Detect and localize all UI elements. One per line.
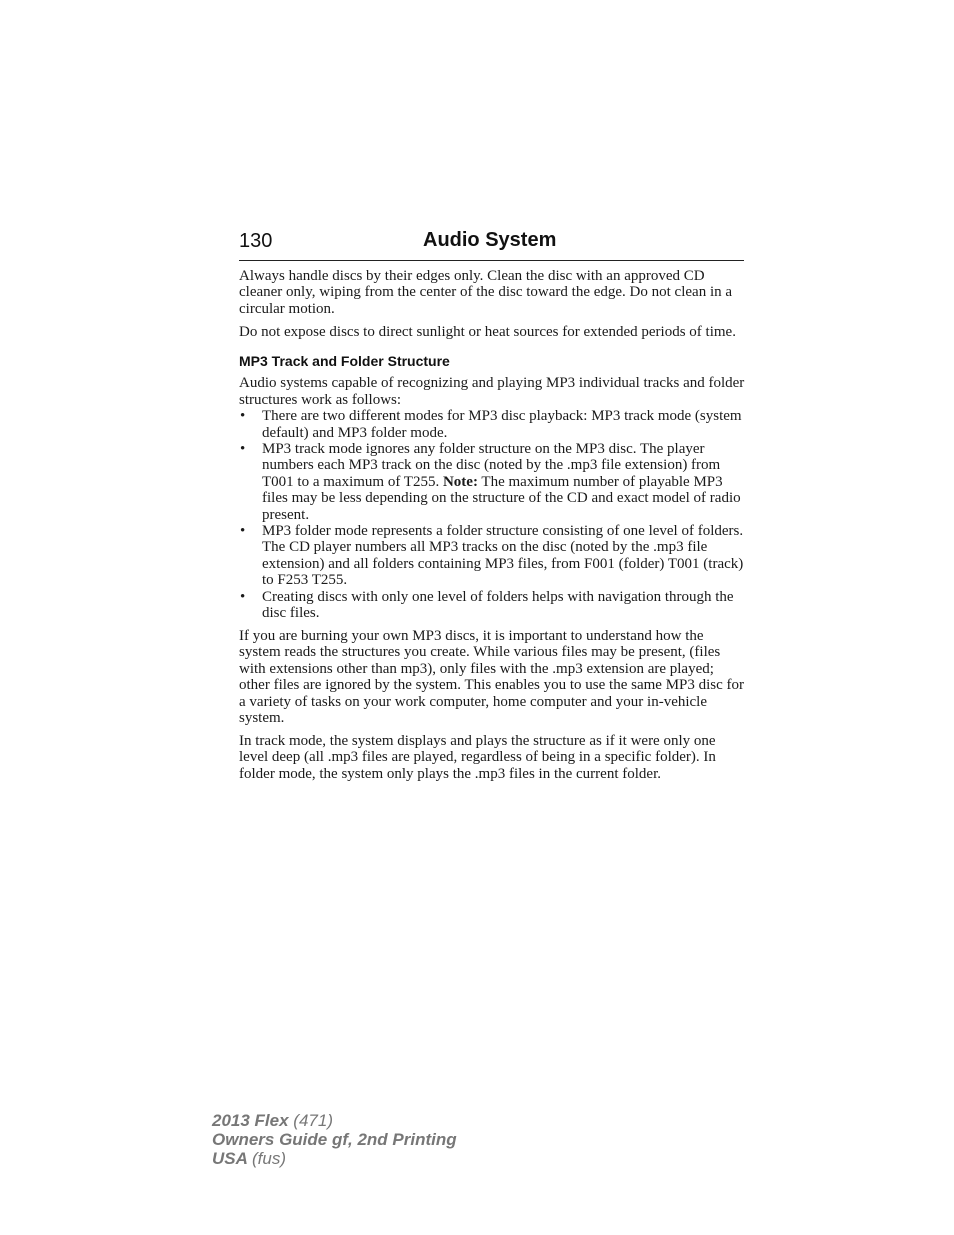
bullet-text: MP3 track mode ignores any folder structure on the MP3 disc. The player numbers each MP3 track on the disc (noted by the .mp3 file extension) from T001 to a maximum of T255. xyxy=(262,441,721,490)
page-header xyxy=(239,226,744,261)
footer-guide: Owners Guide gf, 2nd Printing xyxy=(212,1130,457,1149)
page-body xyxy=(239,268,745,788)
footer-market: USA xyxy=(212,1149,248,1168)
bullet-text: MP3 folder mode represents a folder structure consisting of one level of folders. The CD player numbers all MP3 tracks on the disc (noted by the .mp3 file extension) and all folders containing MP3 files, from F001 (folder) T001 (track) to F253 T255. xyxy=(262,523,744,589)
section-heading: MP3 Track and Folder Structure xyxy=(239,353,450,370)
note-text: The maximum number of playable MP3 files may be less depending on the structure of the CD and exact model of radio present. xyxy=(262,473,741,523)
footer-line-2 xyxy=(212,1130,457,1149)
list-item xyxy=(239,589,745,622)
bullet-text: There are two different modes for MP3 disc playback: MP3 track mode (system default) and MP3 folder mode. xyxy=(262,408,742,441)
footer-model-code: (471) xyxy=(293,1111,333,1130)
body-paragraph-2: In track mode, the system displays and plays the structure as if it were only one level deep (all .mp3 files are played, regardless of being in a specific folder). In folder mode, the system only plays the .mp3 files in the current folder. xyxy=(239,732,716,782)
footer-line-3 xyxy=(212,1149,457,1168)
footer-line-1 xyxy=(212,1111,457,1130)
bullet-icon: • xyxy=(240,408,246,425)
chapter-title: Audio System xyxy=(423,229,557,251)
note-label: Note: xyxy=(442,473,478,490)
footer-market-code: (fus) xyxy=(252,1149,286,1168)
bullet-icon: • xyxy=(240,588,246,605)
bullet-list xyxy=(239,408,745,621)
list-item xyxy=(239,523,745,589)
bullet-icon: • xyxy=(240,441,246,458)
page-number: 130 xyxy=(239,230,273,252)
section-lead: Audio systems capable of recognizing and playing MP3 individual tracks and folder structures work as follows: xyxy=(239,375,745,408)
list-item xyxy=(239,408,745,441)
intro-paragraph-1: Always handle discs by their edges only. Clean the disc with an approved CD cleaner only, wiping from the center of the disc toward the edge. Do not clean in a circular motion. xyxy=(239,268,733,317)
footer-model: 2013 Flex xyxy=(212,1111,289,1130)
list-item xyxy=(239,441,745,523)
intro-paragraph-2: Do not expose discs to direct sunlight or heat sources for extended periods of time. xyxy=(239,323,736,340)
bullet-icon: • xyxy=(240,523,246,540)
body-paragraph-1: If you are burning your own MP3 discs, it is important to understand how the system reads the structures you create. While various files may be present, (files with extensions other than mp3), only files with the .mp3 extension are played; other files are ignored by the system. This enables you to use the same MP3 disc for a variety of tasks on your work computer, home computer and your in-vehicle system. xyxy=(239,627,745,726)
page-footer xyxy=(212,1111,457,1168)
bullet-text: Creating discs with only one level of folders helps with navigation through the disc files. xyxy=(262,588,734,622)
